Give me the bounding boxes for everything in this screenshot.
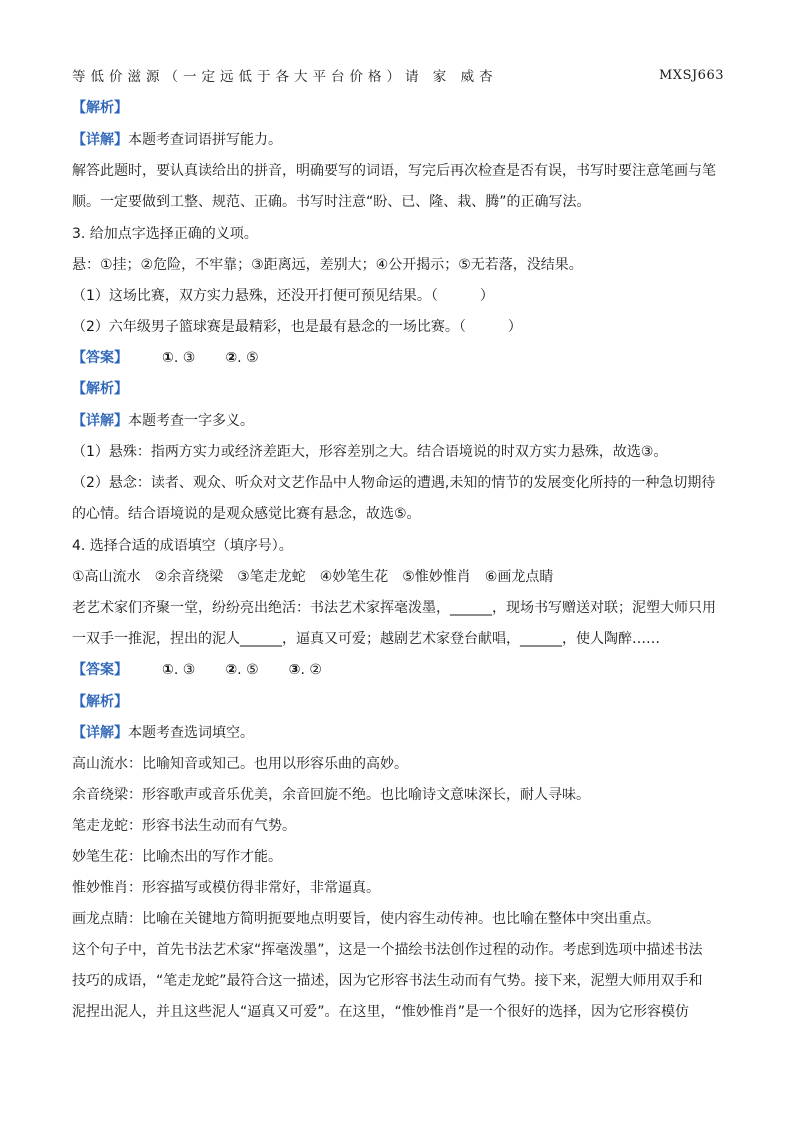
detail-text: 本题考查选词填空。 <box>128 725 254 741</box>
detail-paragraph <box>72 411 254 431</box>
detail-paragraph <box>72 723 254 743</box>
explanation-line: 这个句子中，首先书法艺术家“挥毫泼墨”，这是一个描绘书法创作过程的动作。考虑到选项中描述书法 <box>72 942 703 958</box>
detail-tag: 【详解】 <box>72 413 128 429</box>
answer-row <box>72 348 259 368</box>
answer-row <box>72 660 322 680</box>
analysis-heading: 【解析】 <box>72 694 128 710</box>
answer-marker: ② <box>225 662 238 678</box>
answer-marker: ③ <box>288 662 301 678</box>
answer-value: . ③ <box>173 662 196 678</box>
passage-line: 老艺术家们齐聚一堂，纷纷亮出绝活：书法艺术家挥毫泼墨，______，现场书写赠送对联；泥塑大师只用 <box>72 600 716 616</box>
option-item: ④妙笔生花 <box>319 569 389 585</box>
idiom-definition: 笔走龙蛇：形容书法生动而有气势。 <box>72 818 296 834</box>
answer-marker: ① <box>162 350 174 366</box>
answer-marker: ② <box>225 350 238 366</box>
explanation-line: 技巧的成语，“笔走龙蛇”最符合这一描述，因为它形容书法生动而有气势。接下来，泥塑大师用双手和 <box>72 973 703 989</box>
question-3-title: 3. 给加点字选择正确的义项。 <box>72 226 258 242</box>
explanation-line: （1）悬殊：指两方实力或经济差距大，形容差别之大。结合语境说的时双方实力悬殊，故选③。 <box>72 444 668 460</box>
option-item: ①高山流水 <box>72 569 141 585</box>
idiom-definition: 画龙点睛：比喻在关键地方简明扼要地点明要旨，使内容生动传神。也比喻在整体中突出重点。 <box>72 911 660 927</box>
answer-marker: ① <box>162 662 174 678</box>
option-item: ⑤惟妙惟肖 <box>402 569 471 585</box>
idiom-definition: 妙笔生花：比喻杰出的写作才能。 <box>72 849 282 865</box>
detail-paragraph <box>72 130 282 150</box>
answer-value: . ② <box>300 662 322 678</box>
detail-tag: 【详解】 <box>72 725 128 741</box>
option-item: ③笔走龙蛇 <box>237 569 306 585</box>
option-item: ⑥画龙点睛 <box>484 569 554 585</box>
header-code: MXSJ663 <box>659 67 724 83</box>
detail-text: 本题考查一字多义。 <box>128 413 254 429</box>
detail-text: 本题考查词语拼写能力。 <box>128 132 282 148</box>
text-line: 顺。一定要做到工整、规范、正确。书写时注意“盼、已、隆、栽、腾”的正确写法。 <box>72 194 591 210</box>
answer-tag: 【答案】 <box>72 350 128 366</box>
question-4-title: 4. 选择合适的成语填空（填序号）。 <box>72 538 293 554</box>
page-header <box>72 64 724 86</box>
sub-question-2: （2）六年级男子篮球赛是最精彩，也是最有悬念的一场比赛。（ ） <box>72 319 522 335</box>
passage-line: 一双手一推泥，捏出的泥人______，逼真又可爱；越剧艺术家登台献唱，______，使人陶醉…… <box>72 631 660 647</box>
explanation-line: （2）悬念：读者、观众、听众对文艺作品中人物命运的遭遇,未知的情节的发展变化所持的一种急切期待 <box>72 475 716 491</box>
definition-line: 悬：①挂；②危险，不牢靠；③距离远，差别大；④公开揭示；⑤无若落，没结果。 <box>72 257 583 273</box>
detail-tag: 【详解】 <box>72 132 128 148</box>
idiom-options <box>72 567 553 587</box>
idiom-definition: 惟妙惟肖：形容描写或模仿得非常好，非常逼真。 <box>72 880 380 896</box>
answer-value: . ⑤ <box>237 662 259 678</box>
analysis-heading: 【解析】 <box>72 100 128 116</box>
option-item: ②余音绕梁 <box>154 569 224 585</box>
answer-value: . ⑤ <box>237 350 259 366</box>
analysis-heading: 【解析】 <box>72 381 128 397</box>
sub-question-1: （1）这场比赛，双方实力悬殊，还没开打便可预见结果。（ ） <box>72 288 494 304</box>
explanation-line: 泥捏出泥人，并且这些泥人“逼真又可爱”。在这里，“惟妙惟肖”是一个很好的选择，因为它形容模仿 <box>72 1004 690 1020</box>
explanation-line: 的心情。结合语境说的是观众感觉比赛有悬念，故选⑤。 <box>72 506 421 522</box>
idiom-definition: 高山流水：比喻知音或知己。也用以形容乐曲的高妙。 <box>72 756 408 772</box>
answer-tag: 【答案】 <box>72 662 128 678</box>
text-line: 解答此题时，要认真读给出的拼音，明确要写的词语，写完后再次检查是否有误，书写时要注意笔画与笔 <box>72 163 716 179</box>
idiom-definition: 余音绕梁：形容歌声或音乐优美，余音回旋不绝。也比喻诗文意味深长，耐人寻味。 <box>72 787 590 803</box>
answer-value: . ③ <box>173 350 196 366</box>
header-watermark-text: 等低价滋源（一定远低于各大平台价格）请 家 威杏 <box>72 69 498 85</box>
